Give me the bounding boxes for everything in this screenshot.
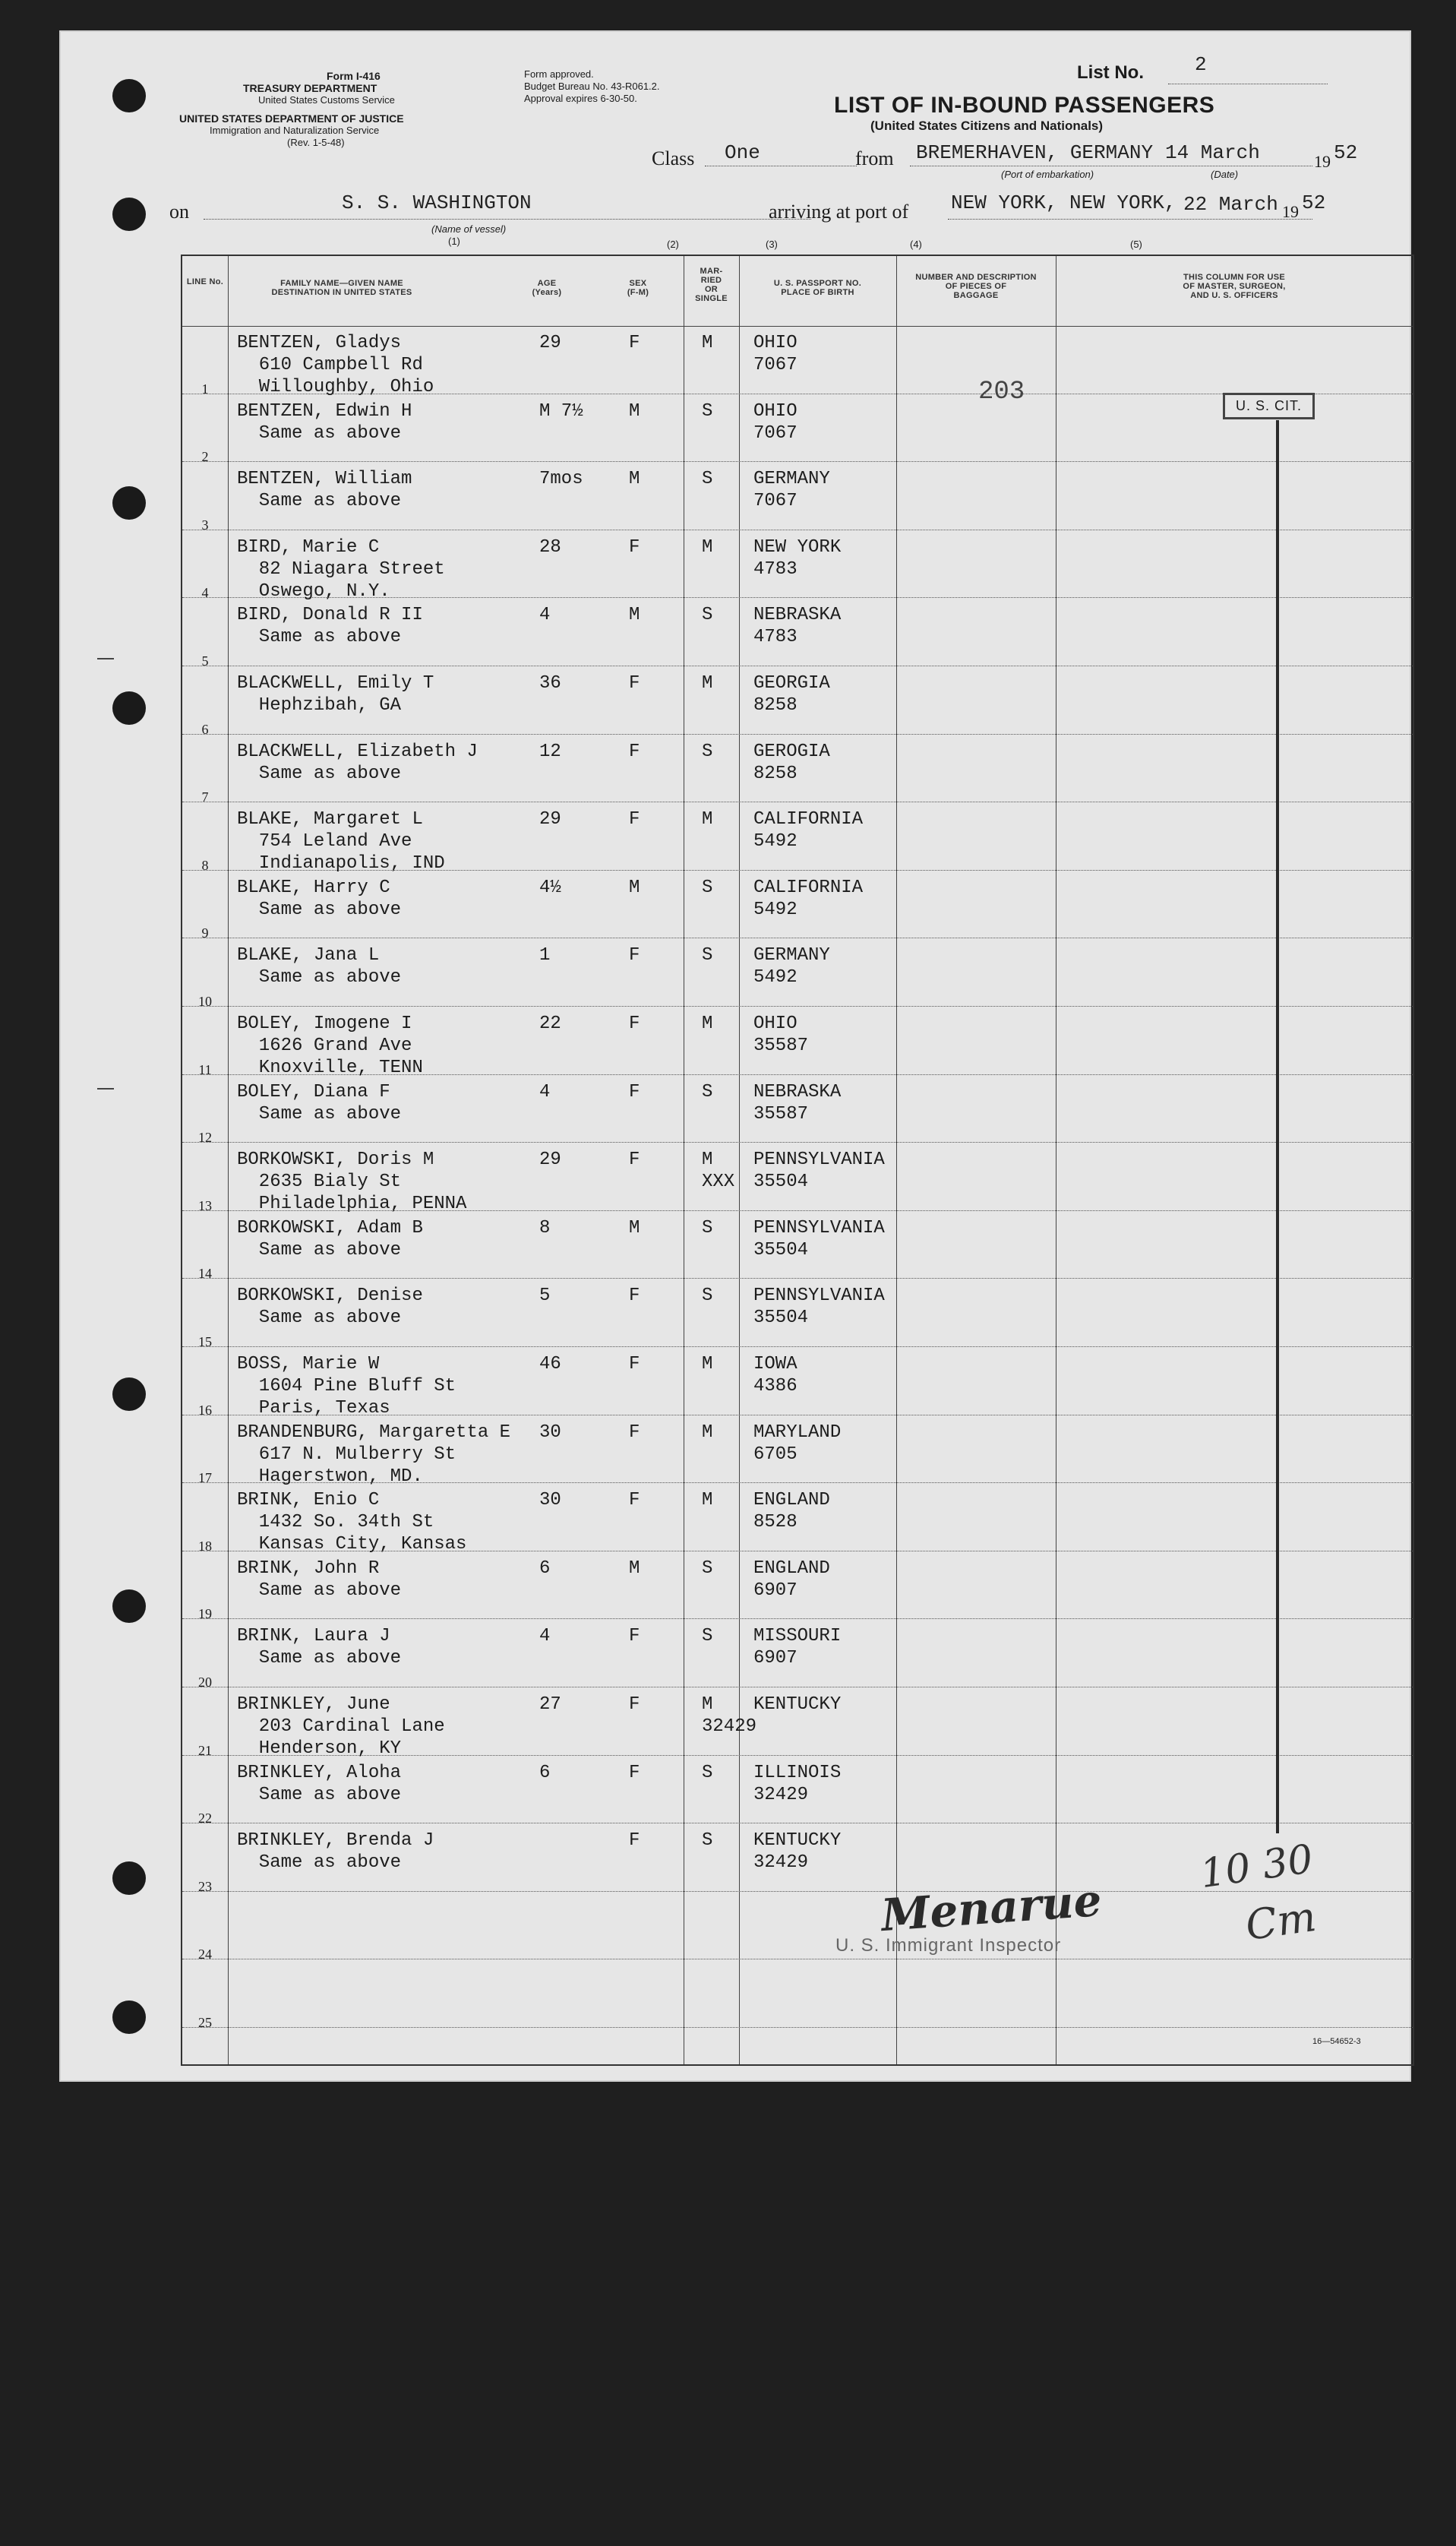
punch-hole [112,2000,146,2034]
page-title: LIST OF IN-BOUND PASSENGERS [834,93,1215,118]
line-number: 2 [201,449,209,465]
line-number: 12 [198,1130,212,1146]
passenger-marital-status: S [702,1217,713,1238]
passenger-sex: M [629,877,640,898]
header-line-no: LINE No. [186,277,224,286]
passenger-passport-birthplace: ENGLAND 6907 [753,1558,830,1601]
passenger-sex: M [629,400,640,422]
passenger-sex: F [629,536,640,558]
header-passport: U. S. PASSPORT NO. PLACE OF BIRTH [773,279,862,297]
passenger-age: 29 [539,809,561,830]
line-number: 15 [198,1333,212,1349]
passenger-marital-status: M [702,1490,713,1511]
table-row [182,802,1413,874]
justice-label: UNITED STATES DEPARTMENT OF JUSTICE [179,112,404,125]
header-sex: SEX (F-M) [627,279,649,297]
arriving-label: arriving at port of [769,201,909,223]
passenger-name-destination: BENTZEN, Gladys 610 Campbell Rd Willoughby, Ohio [237,333,434,397]
passenger-sex: M [629,605,640,626]
document-page [59,30,1411,2082]
passenger-age: M 7½ [539,400,583,422]
vertical-check-line [1276,420,1279,1833]
passenger-age: 30 [539,1490,561,1511]
passenger-marital-status: S [702,877,713,898]
header-name: FAMILY NAME—GIVEN NAME DESTINATION IN UNITED STATES [271,279,412,297]
table-row [182,1007,1413,1078]
passenger-marital-status: S [702,400,713,422]
line-number: 24 [198,1947,212,1962]
table-row [182,1756,1413,1824]
passenger-age: 22 [539,1014,561,1034]
line-number: 1 [201,381,209,397]
class-value: One [725,141,760,164]
handwritten-initials: Cm [1243,1892,1319,1950]
passenger-age: 36 [539,673,561,694]
passenger-sex: F [629,1830,640,1852]
passenger-passport-birthplace: CALIFORNIA 5492 [753,877,864,920]
line-number: 18 [198,1538,212,1554]
passenger-sex: M [629,1558,640,1579]
footer-code: 16—54652-3 [1312,2037,1361,2046]
on-label: on [169,201,189,223]
passenger-passport-birthplace: PENNSYLVANIA 35504 [753,1286,885,1329]
passenger-passport-birthplace: KENTUCKY 32429 [753,1830,842,1874]
inspector-signature: Menarue [879,1874,1104,1942]
passenger-name-destination: BRINK, John R Same as above [237,1558,402,1601]
list-no-label: List No. [1077,62,1144,83]
line-number: 25 [198,2014,212,2030]
col-num-5: (5) [1130,239,1142,250]
passenger-name-destination: BLACKWELL, Elizabeth J Same as above [237,741,478,784]
passenger-age: 4 [539,1626,551,1647]
passenger-sex: M [629,469,640,490]
table-row [182,1551,1413,1620]
table-row [182,1279,1413,1347]
passenger-age: 6 [539,1558,551,1579]
fold-tick [97,1088,114,1090]
budget-bureau: Budget Bureau No. 43-R061.2. [524,81,660,92]
passenger-marital-status: S [702,1830,713,1852]
line-number: 11 [198,1061,212,1077]
passenger-passport-birthplace: NEBRASKA 4783 [753,605,842,648]
table-row [182,1959,1413,2028]
passenger-marital-status: S [702,469,713,490]
passenger-passport-birthplace: ILLINOIS 32429 [753,1762,842,1805]
passenger-name-destination: BRINKLEY, Brenda J Same as above [237,1830,434,1874]
us-citizen-stamp: U. S. CIT. [1223,393,1315,419]
vessel-name: S. S. WASHINGTON [342,191,532,214]
table-row [182,326,1413,397]
passenger-name-destination: BIRD, Marie C 82 Niagara Street Oswego, N.Y. [237,536,445,602]
passenger-sex: F [629,1286,640,1307]
passenger-sex: F [629,1490,640,1511]
table-row [182,1483,1413,1555]
passenger-name-destination: BIRD, Donald R II Same as above [237,605,423,648]
passenger-passport-birthplace: ENGLAND 8528 [753,1490,830,1533]
passenger-name-destination: BRINK, Enio C 1432 So. 34th St Kansas City, Kansas [237,1490,467,1555]
passenger-sex: F [629,741,640,762]
passenger-age: 30 [539,1422,561,1443]
table-row [182,530,1413,602]
line-number: 3 [201,517,209,533]
line-number: 17 [198,1470,212,1486]
passenger-passport-birthplace: PENNSYLVANIA 35504 [753,1150,885,1193]
table-row [182,1892,1413,1960]
col-num-4: (4) [910,239,922,250]
passenger-age: 27 [539,1694,561,1715]
revision-label: (Rev. 1-5-48) [287,137,345,148]
passenger-table [181,255,1414,2066]
passenger-passport-birthplace: OHIO 35587 [753,1014,809,1056]
passenger-marital-status: M [702,333,713,353]
passenger-passport-birthplace: NEBRASKA 35587 [753,1081,842,1124]
year-prefix: 19 [1314,152,1331,171]
table-row [182,735,1413,803]
col-num-3: (3) [766,239,778,250]
header-age: AGE (Years) [532,279,562,297]
line-number: 19 [198,1606,212,1622]
passenger-marital-status: S [702,1081,713,1102]
passenger-name-destination: BOSS, Marie W 1604 Pine Bluff St Paris, Texas [237,1354,456,1418]
passenger-marital-status: M [702,809,713,830]
table-row [182,871,1413,939]
passenger-name-destination: BRINK, Laura J Same as above [237,1626,402,1669]
passenger-sex: F [629,1354,640,1374]
passenger-marital-status: M [702,1014,713,1034]
approval-expires: Approval expires 6-30-50. [524,93,637,104]
from-port: BREMERHAVEN, GERMANY [916,141,1154,164]
line-number: 4 [201,585,209,601]
punch-hole [112,1861,146,1895]
passenger-marital-status: S [702,1762,713,1783]
punch-hole [112,486,146,520]
passenger-marital-status: S [702,1286,713,1307]
passenger-age: 46 [539,1354,561,1374]
year-value: 52 [1334,141,1358,164]
passenger-age: 29 [539,333,561,353]
passenger-name-destination: BRINKLEY, June 203 Cardinal Lane Henderson, KY [237,1694,445,1759]
class-label: Class [652,147,695,169]
passenger-name-destination: BENTZEN, Edwin H Same as above [237,400,412,444]
passenger-passport-birthplace: MARYLAND 6705 [753,1422,842,1465]
line-number: 5 [201,653,209,669]
table-body [182,326,1413,2064]
inspector-caption: U. S. Immigrant Inspector [835,1935,1062,1956]
passenger-passport-birthplace: OHIO 7067 [753,333,797,375]
from-label: from [855,147,894,169]
passenger-sex: F [629,1422,640,1443]
table-row [182,598,1413,669]
punch-hole [112,1377,146,1411]
passenger-sex: M [629,1217,640,1238]
customs-label: United States Customs Service [258,94,395,106]
vessel-caption-num: (1) [448,236,460,247]
passenger-age: 8 [539,1217,551,1238]
table-row [182,1143,1413,1215]
passenger-sex: F [629,945,640,966]
table-row [182,938,1413,1007]
embarkation-caption: (Port of embarkation) [1001,169,1094,180]
passenger-marital-status: M 32429 [702,1694,757,1737]
line-number: 9 [201,925,209,941]
arrival-year: 52 [1302,191,1326,214]
punch-hole [112,1589,146,1623]
ins-label: Immigration and Naturalization Service [210,125,380,136]
passenger-age: 4 [539,605,551,626]
passenger-sex: F [629,1081,640,1102]
line-number: 22 [198,1811,212,1826]
passenger-name-destination: BLAKE, Jana L Same as above [237,945,402,988]
line-number: 23 [198,1878,212,1894]
table-row [182,1619,1413,1690]
page-subtitle: (United States Citizens and Nationals) [870,119,1104,133]
line-number: 8 [201,857,209,873]
punch-hole [112,79,146,112]
form-approved: Form approved. [524,68,594,80]
passenger-age: 29 [539,1150,561,1171]
table-row [182,666,1413,735]
passenger-age: 4 [539,1081,551,1102]
passenger-passport-birthplace: GERMANY 5492 [753,945,830,988]
passenger-marital-status: S [702,945,713,966]
passenger-sex: F [629,1014,640,1034]
passenger-marital-status: S [702,605,713,626]
header-baggage: NUMBER AND DESCRIPTION OF PIECES OF BAGGAGE [915,273,1037,300]
handwritten-time: 10 30 [1197,1836,1316,1898]
passenger-name-destination: BLAKE, Harry C Same as above [237,877,402,920]
passenger-age: 4½ [539,877,561,898]
treasury-label: TREASURY DEPARTMENT [243,82,377,94]
passenger-sex: F [629,1150,640,1171]
line-number: 16 [198,1402,212,1418]
list-no-value: 2 [1195,53,1207,76]
arrival-year-prefix: 19 [1282,202,1299,221]
passenger-name-destination: BOLEY, Imogene I 1626 Grand Ave Knoxville, TENN [237,1014,423,1078]
passenger-sex: F [629,1626,640,1647]
punch-hole [112,691,146,725]
passenger-age: 5 [539,1286,551,1307]
col-num-2: (2) [667,239,679,250]
passenger-name-destination: BLAKE, Margaret L 754 Leland Ave Indianapolis, IND [237,809,445,874]
table-row [182,462,1413,533]
passenger-name-destination: BORKOWSKI, Denise Same as above [237,1286,423,1329]
passenger-marital-status: M [702,1422,713,1443]
passenger-sex: F [629,333,640,353]
arrival-port: NEW YORK, NEW YORK, [951,191,1176,214]
passenger-name-destination: BRINKLEY, Aloha Same as above [237,1762,402,1805]
line-number: 6 [201,721,209,737]
punch-hole [112,198,146,231]
passenger-marital-status: M XXX [702,1150,735,1193]
table-row [182,1075,1413,1146]
passenger-passport-birthplace: NEW YORK 4783 [753,536,842,580]
passenger-age: 1 [539,945,551,966]
header-officers: THIS COLUMN FOR USE OF MASTER, SURGEON, AND U. S. OFFICERS [1183,273,1286,300]
line-number: 13 [198,1197,212,1213]
passenger-passport-birthplace: IOWA 4386 [753,1354,797,1396]
passenger-age: 12 [539,741,561,762]
passenger-marital-status: S [702,1558,713,1579]
passenger-sex: F [629,809,640,830]
line-number: 20 [198,1674,212,1690]
passenger-age: 28 [539,536,561,558]
passenger-marital-status: M [702,673,713,694]
passenger-sex: F [629,1762,640,1783]
passenger-name-destination: BORKOWSKI, Doris M 2635 Bialy St Philadelphia, PENNA [237,1150,467,1215]
vessel-caption: (Name of vessel) [431,223,507,235]
passenger-passport-birthplace: CALIFORNIA 5492 [753,809,864,852]
passenger-name-destination: BORKOWSKI, Adam B Same as above [237,1217,423,1260]
table-row [182,1347,1413,1418]
form-number: Form I-416 [327,70,381,82]
baggage-count: 203 [978,378,1025,406]
header-married: MAR- RIED OR SINGLE [695,267,728,303]
arrival-date: 22 March [1183,193,1278,216]
passenger-sex: F [629,1694,640,1715]
passenger-marital-status: S [702,741,713,762]
passenger-marital-status: S [702,1626,713,1647]
passenger-sex: F [629,673,640,694]
passenger-name-destination: BENTZEN, William Same as above [237,469,412,512]
passenger-passport-birthplace: GERMANY 7067 [753,469,830,512]
passenger-passport-birthplace: KENTUCKY [753,1694,842,1715]
passenger-age: 6 [539,1762,551,1783]
date-caption: (Date) [1211,169,1239,180]
passenger-passport-birthplace: OHIO 7067 [753,400,797,444]
table-row [182,1211,1413,1282]
passenger-passport-birthplace: GEORGIA 8258 [753,673,830,716]
table-row [182,1687,1413,1759]
line-number: 21 [198,1742,212,1758]
line-number: 14 [198,1266,212,1282]
line-number: 10 [198,993,212,1009]
passenger-passport-birthplace: MISSOURI 6907 [753,1626,842,1669]
fold-tick [97,658,114,659]
passenger-passport-birthplace: GEROGIA 8258 [753,741,830,784]
passenger-age: 7mos [539,469,583,490]
passenger-name-destination: BRANDENBURG, Margaretta E 617 N. Mulberry St Hagerstwon, MD. [237,1422,511,1487]
passenger-marital-status: M [702,1354,713,1374]
from-date: 14 March [1165,141,1260,164]
passenger-passport-birthplace: PENNSYLVANIA 35504 [753,1217,885,1260]
passenger-name-destination: BLACKWELL, Emily T Hephzibah, GA [237,673,434,716]
passenger-name-destination: BOLEY, Diana F Same as above [237,1081,402,1124]
passenger-marital-status: M [702,536,713,558]
line-number: 7 [201,789,209,805]
table-row [182,1415,1413,1487]
